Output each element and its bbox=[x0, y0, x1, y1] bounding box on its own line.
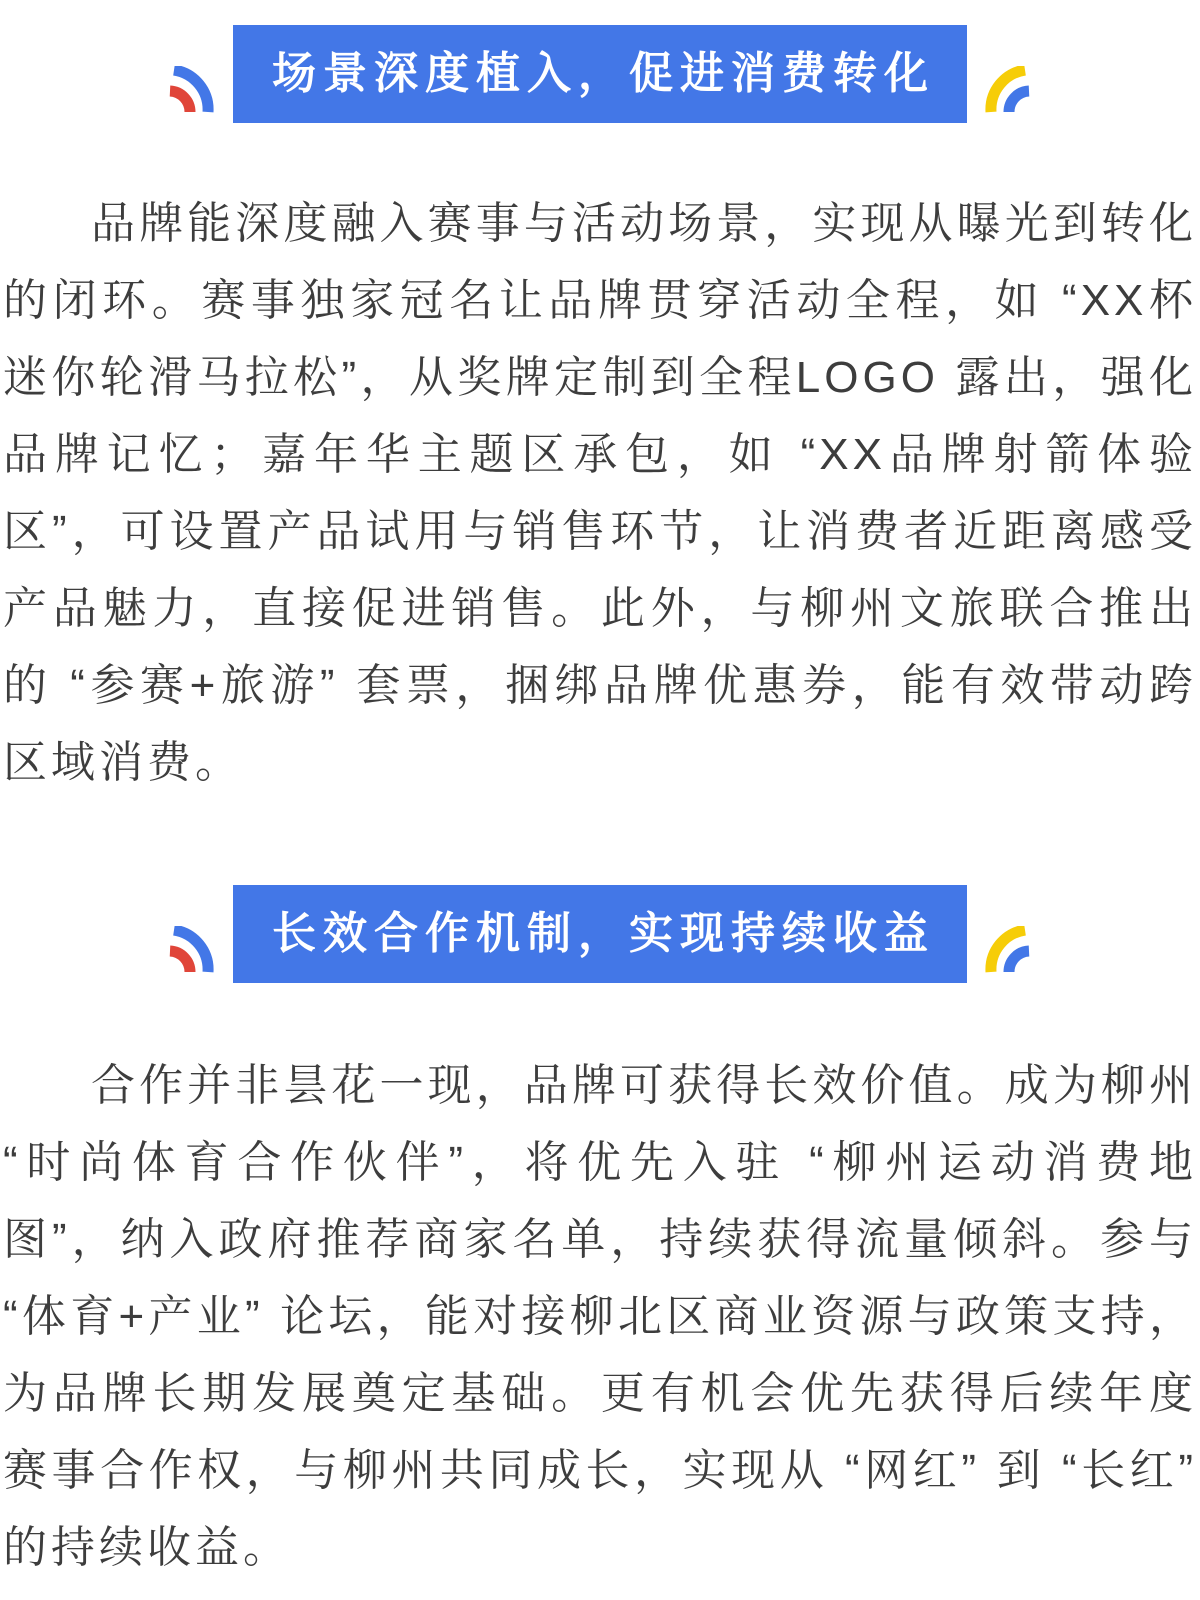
signal-arcs-left-icon bbox=[164, 66, 214, 114]
section-2-header bbox=[233, 885, 967, 983]
section-1-header bbox=[233, 25, 967, 123]
section-scene-implant bbox=[0, 25, 1200, 801]
section-2-title: 长效合作机制，实现持续收益 bbox=[272, 909, 935, 958]
section-1-paragraph: 品牌能深度融入赛事与活动场景，实现从曝光到转化的闭环。赛事独家冠名让品牌贯穿活动全程，如 “XX杯迷你轮滑马拉松”，从奖牌定制到全程LOGO 露出，强化品牌记忆；嘉年华主题区承包，如 “XX品牌射箭体验区”，可设置产品试用与销售环节，让消费者近距离感受产品魅力，直接促进销售。此外，与柳州文旅联合推出的 “参赛+旅游” 套票，捆绑品牌优惠券，能有效带动跨区域消费。 bbox=[3, 199, 1197, 787]
section-1-title-banner bbox=[233, 25, 967, 123]
signal-arcs-left-icon bbox=[164, 926, 214, 974]
section-2-title-banner bbox=[233, 885, 967, 983]
section-2-paragraph: 合作并非昙花一现，品牌可获得长效价值。成为柳州 “时尚体育合作伙伴”，将优先入驻 “柳州运动消费地图”，纳入政府推荐商家名单，持续获得流量倾斜。参与 “体育+产业” 论坛，能对接柳北区商业资源与政策支持，为品牌长期发展奠定基础。更有机会优先获得后续年度赛事合作权，与柳州共同成长，实现从 “网红” 到 “长红” 的持续收益。 bbox=[3, 1061, 1197, 1572]
section-1-title: 场景深度植入，促进消费转化 bbox=[272, 49, 935, 98]
signal-arcs-right-icon bbox=[985, 926, 1035, 974]
section-longterm-cooperation bbox=[0, 885, 1200, 1586]
signal-arcs-right-icon bbox=[985, 66, 1035, 114]
